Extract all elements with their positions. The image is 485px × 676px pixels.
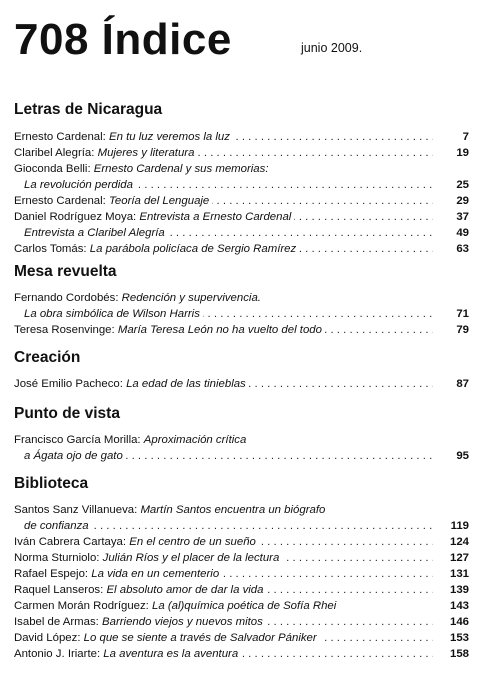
toc-entry[interactable] — [14, 161, 469, 177]
toc-entry[interactable] — [14, 598, 469, 614]
section-heading: Biblioteca — [14, 475, 89, 492]
entry-page: 79 — [456, 324, 469, 336]
entry-author: Claribel Alegría: — [14, 147, 98, 159]
entry-author: Teresa Rosenvinge: — [14, 324, 118, 336]
entry-author: Francisco García Morilla: — [14, 434, 144, 446]
toc-entry-continuation[interactable] — [24, 177, 469, 193]
toc-entry[interactable] — [14, 550, 469, 566]
toc-entry-continuation[interactable] — [24, 448, 469, 464]
entry-title: La vida en un cementerio — [91, 568, 220, 580]
entry-page: 37 — [456, 211, 469, 223]
entry-title: La parábola policíaca de Sergio Ramírez — [89, 243, 297, 255]
entry-author: José Emilio Pacheco: — [14, 378, 127, 390]
entry-title: Julián Ríos y el placer de la lectura — [102, 552, 280, 564]
entry-author: David López: — [14, 632, 84, 644]
toc-entry[interactable] — [14, 534, 469, 550]
entry-author: Antonio J. Iriarte: — [14, 648, 104, 660]
entry-page: 146 — [449, 616, 469, 628]
index-heading: Índice — [101, 15, 232, 64]
entry-title: Mujeres y literatura — [97, 147, 195, 159]
issue-date: junio 2009. — [301, 41, 363, 55]
entry-author: Isabel de Armas: — [14, 616, 103, 628]
entry-page: 139 — [449, 584, 469, 596]
toc-entry[interactable] — [14, 502, 469, 518]
toc-entry[interactable] — [14, 193, 469, 209]
toc-entry[interactable] — [14, 630, 469, 646]
entry-page: 158 — [449, 648, 469, 660]
toc-entry[interactable] — [14, 290, 469, 306]
entry-author: Ernesto Cardenal: — [14, 131, 109, 143]
entry-title: El absoluto amor de dar la vida — [106, 584, 264, 596]
entry-page: 49 — [456, 227, 469, 239]
toc-entry[interactable] — [14, 322, 469, 338]
entry-page: 124 — [449, 536, 469, 548]
entry-page: 87 — [456, 378, 469, 390]
entry-title: Martín Santos encuentra un biógrafo — [140, 504, 326, 516]
entry-author: Fernando Cordobés: — [14, 292, 122, 304]
entry-title: Teoría del Lenguaje — [108, 195, 210, 207]
toc-entry[interactable] — [14, 209, 469, 225]
toc-entry[interactable] — [14, 432, 469, 448]
toc-entry[interactable] — [14, 129, 469, 145]
toc-entry-continuation[interactable] — [24, 518, 469, 534]
entry-page: 95 — [456, 450, 469, 462]
entry-page: 63 — [456, 243, 469, 255]
entry-page: 25 — [456, 179, 469, 191]
entry-title: Barriendo viejos y nuevos mitos — [102, 616, 263, 628]
toc-entry[interactable] — [14, 145, 469, 161]
entry-author: Carlos Tomás: — [14, 243, 90, 255]
entry-title: Lo que se siente a través de Salvador Pániker — [83, 632, 317, 644]
toc-entry-continuation[interactable] — [24, 225, 469, 241]
entry-author: Carmen Morán Rodríguez: — [14, 600, 153, 612]
entry-title: En el centro de un sueño — [129, 536, 256, 548]
entry-title: Aproximación crítica — [143, 434, 247, 446]
entry-author: Norma Sturniolo: — [14, 552, 103, 564]
entry-title: En tu luz veremos la luz — [108, 131, 230, 143]
entry-title: María Teresa León no ha vuelto del todo — [117, 324, 322, 336]
entry-page: 19 — [456, 147, 469, 159]
toc-entry[interactable] — [14, 614, 469, 630]
issue-number: 708 — [14, 15, 89, 64]
section-heading: Mesa revuelta — [14, 263, 117, 280]
entry-author: Iván Cabrera Cartaya: — [14, 536, 130, 548]
entry-page: 143 — [449, 600, 469, 612]
entry-title: La aventura es la aventura — [103, 648, 239, 660]
toc-entry-continuation[interactable] — [24, 306, 469, 322]
entry-page: 7 — [462, 131, 469, 143]
toc-entry[interactable] — [14, 646, 469, 662]
entry-page: 127 — [449, 552, 469, 564]
entry-title: La revolución perdida — [24, 179, 133, 191]
entry-title: Redención y supervivencia. — [121, 292, 261, 304]
section-heading: Letras de Nicaragua — [14, 101, 163, 118]
entry-page: 131 — [449, 568, 469, 580]
entry-author: Gioconda Belli: — [14, 163, 94, 175]
entry-title: a Ágata ojo de gato — [24, 450, 123, 462]
section-heading: Punto de vista — [14, 405, 120, 422]
entry-title: La edad de las tinieblas — [126, 378, 246, 390]
entry-title: de confianza — [24, 520, 89, 532]
issue-title — [14, 14, 232, 66]
masthead — [14, 14, 474, 74]
entry-title: Entrevista a Claribel Alegría — [24, 227, 165, 239]
entry-title: La (al)química poética de Sofía Rhei — [152, 600, 337, 612]
section-heading: Creación — [14, 349, 81, 366]
toc-entry[interactable] — [14, 241, 469, 257]
entry-author: Santos Sanz Villanueva: — [14, 504, 141, 516]
entry-title: Entrevista a Ernesto Cardenal — [139, 211, 292, 223]
entry-page: 71 — [456, 308, 469, 320]
entry-page: 29 — [456, 195, 469, 207]
entry-title: La obra simbólica de Wilson Harris — [24, 308, 200, 320]
entry-author: Daniel Rodríguez Moya: — [14, 211, 140, 223]
entry-author: Rafael Espejo: — [14, 568, 92, 580]
toc-entry[interactable] — [14, 376, 469, 392]
toc-entry[interactable] — [14, 566, 469, 582]
entry-page: 153 — [449, 632, 469, 644]
entry-author: Ernesto Cardenal: — [14, 195, 109, 207]
entry-title: Ernesto Cardenal y sus memorias: — [93, 163, 269, 175]
entry-page: 119 — [450, 520, 469, 532]
toc-entry[interactable] — [14, 582, 469, 598]
entry-author: Raquel Lanseros: — [14, 584, 107, 596]
